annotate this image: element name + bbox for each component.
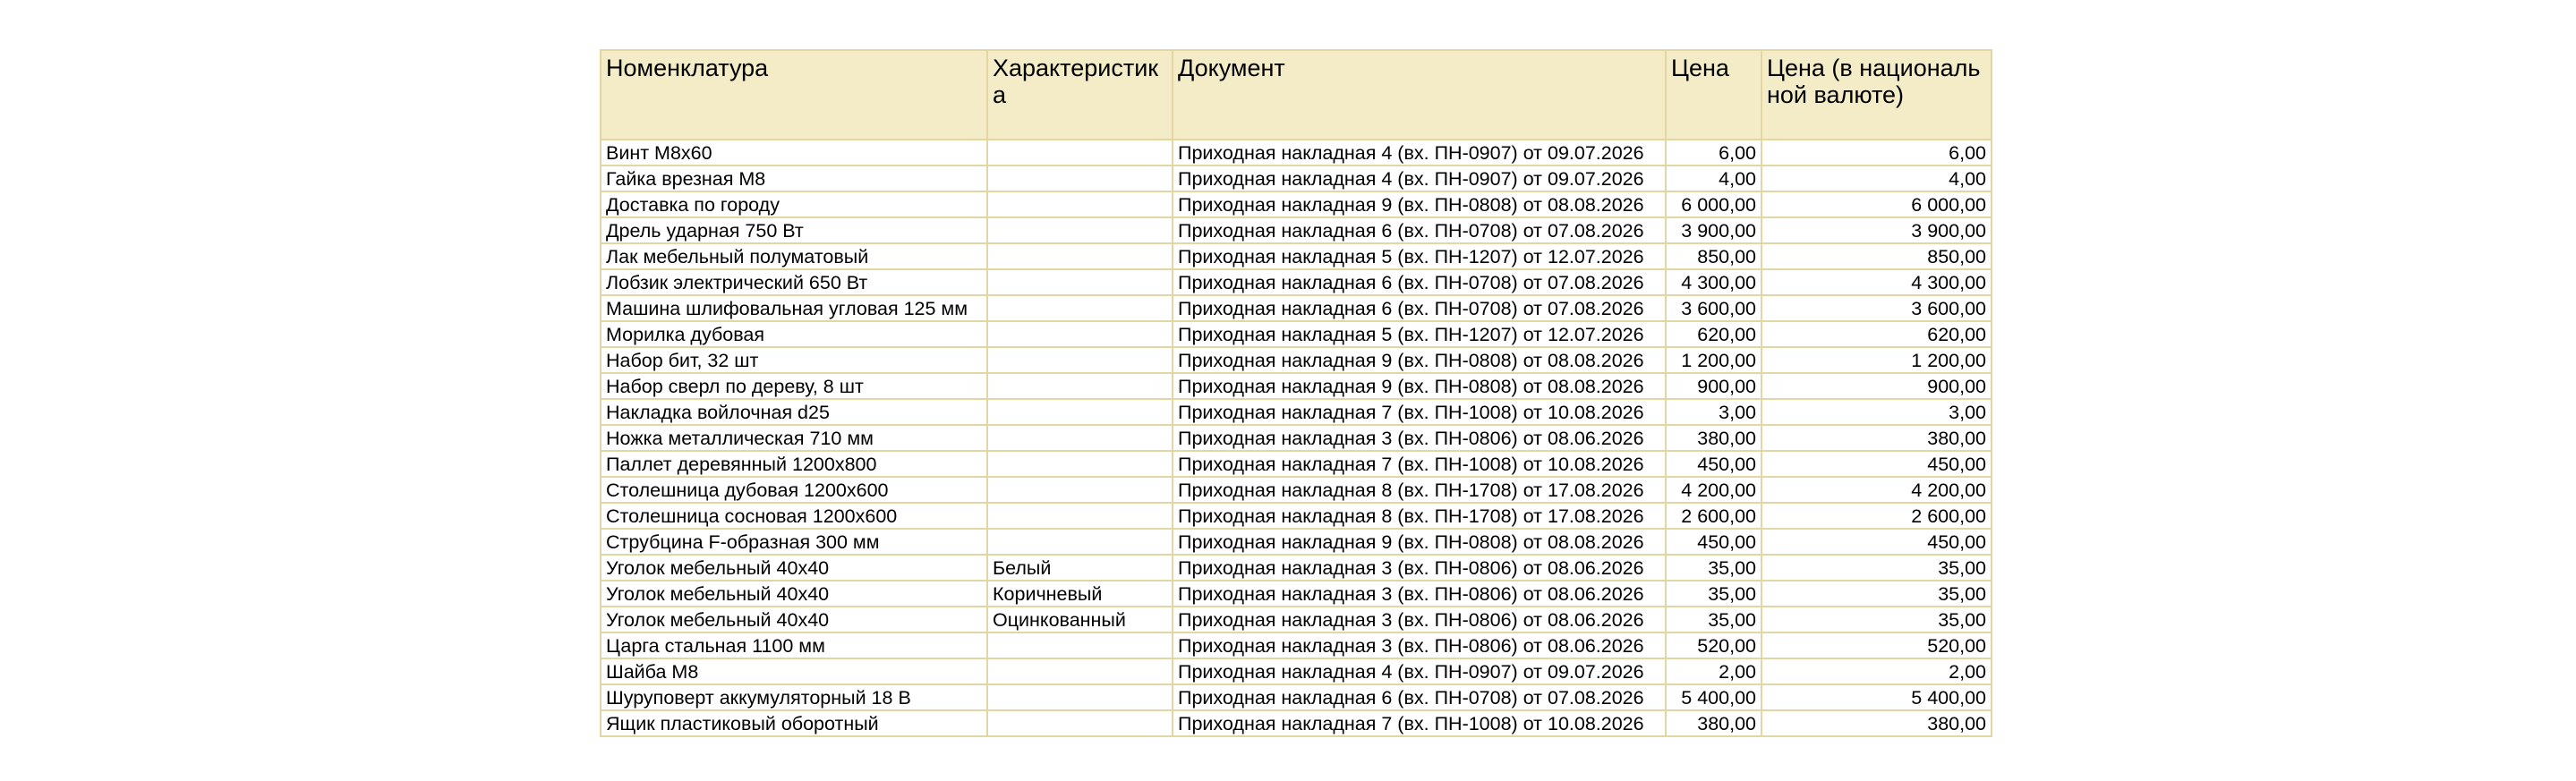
cell-price[interactable]: 4 200,00 bbox=[1666, 477, 1761, 503]
cell-price[interactable]: 3 600,00 bbox=[1666, 295, 1761, 321]
price-table bbox=[600, 49, 1992, 737]
cell-item[interactable]: Машина шлифовальная угловая 125 мм bbox=[601, 295, 987, 321]
table-row[interactable] bbox=[601, 684, 1992, 710]
table-row[interactable] bbox=[601, 373, 1992, 399]
cell-price-national[interactable]: 2,00 bbox=[1761, 658, 1992, 684]
cell-characteristic[interactable] bbox=[987, 140, 1173, 166]
cell-characteristic[interactable]: Коричневый bbox=[987, 581, 1173, 607]
table-row[interactable] bbox=[601, 710, 1992, 736]
cell-price[interactable]: 620,00 bbox=[1666, 321, 1761, 347]
table-row[interactable] bbox=[601, 321, 1992, 347]
cell-price[interactable]: 380,00 bbox=[1666, 425, 1761, 451]
cell-price[interactable]: 35,00 bbox=[1666, 555, 1761, 581]
cell-price[interactable]: 5 400,00 bbox=[1666, 684, 1761, 710]
cell-document[interactable]: Приходная накладная 9 (вх. ПН-0808) от 08.08.2026 bbox=[1173, 373, 1666, 399]
cell-item[interactable]: Струбцина F-образная 300 мм bbox=[601, 529, 987, 555]
table-row[interactable] bbox=[601, 451, 1992, 477]
cell-price-national[interactable]: 35,00 bbox=[1761, 555, 1992, 581]
cell-price-national[interactable]: 450,00 bbox=[1761, 451, 1992, 477]
cell-document[interactable]: Приходная накладная 7 (вх. ПН-1008) от 10.08.2026 bbox=[1173, 451, 1666, 477]
cell-characteristic[interactable] bbox=[987, 684, 1173, 710]
table-row[interactable] bbox=[601, 399, 1992, 425]
cell-price-national[interactable]: 900,00 bbox=[1761, 373, 1992, 399]
cell-document[interactable]: Приходная накладная 5 (вх. ПН-1207) от 12.07.2026 bbox=[1173, 321, 1666, 347]
cell-item[interactable]: Набор бит, 32 шт bbox=[601, 347, 987, 373]
cell-price-national[interactable]: 380,00 bbox=[1761, 710, 1992, 736]
cell-price-national[interactable]: 6,00 bbox=[1761, 140, 1992, 166]
cell-item[interactable]: Уголок мебельный 40х40 bbox=[601, 581, 987, 607]
cell-item[interactable]: Шайба М8 bbox=[601, 658, 987, 684]
cell-price[interactable]: 4 300,00 bbox=[1666, 269, 1761, 295]
cell-characteristic[interactable] bbox=[987, 503, 1173, 529]
cell-document[interactable]: Приходная накладная 4 (вх. ПН-0907) от 09.07.2026 bbox=[1173, 658, 1666, 684]
cell-price[interactable]: 3,00 bbox=[1666, 399, 1761, 425]
table-row[interactable] bbox=[601, 217, 1992, 243]
cell-characteristic[interactable] bbox=[987, 217, 1173, 243]
table-row[interactable] bbox=[601, 140, 1992, 166]
cell-document[interactable]: Приходная накладная 3 (вх. ПН-0806) от 08.06.2026 bbox=[1173, 425, 1666, 451]
cell-item[interactable]: Морилка дубовая bbox=[601, 321, 987, 347]
table-row[interactable] bbox=[601, 425, 1992, 451]
cell-price[interactable]: 900,00 bbox=[1666, 373, 1761, 399]
cell-price-national[interactable]: 4,00 bbox=[1761, 166, 1992, 191]
cell-price-national[interactable]: 4 300,00 bbox=[1761, 269, 1992, 295]
table-row[interactable] bbox=[601, 581, 1992, 607]
cell-characteristic[interactable] bbox=[987, 295, 1173, 321]
cell-document[interactable]: Приходная накладная 7 (вх. ПН-1008) от 10.08.2026 bbox=[1173, 399, 1666, 425]
cell-document[interactable]: Приходная накладная 5 (вх. ПН-1207) от 12.07.2026 bbox=[1173, 243, 1666, 269]
cell-price[interactable]: 4,00 bbox=[1666, 166, 1761, 191]
column-header-price-national[interactable]: Цена (в национальной валюте) bbox=[1761, 50, 1992, 140]
cell-characteristic[interactable] bbox=[987, 321, 1173, 347]
table-row[interactable] bbox=[601, 658, 1992, 684]
cell-price-national[interactable]: 4 200,00 bbox=[1761, 477, 1992, 503]
cell-price[interactable]: 2 600,00 bbox=[1666, 503, 1761, 529]
price-report bbox=[600, 49, 1991, 737]
cell-document[interactable]: Приходная накладная 4 (вх. ПН-0907) от 09.07.2026 bbox=[1173, 166, 1666, 191]
cell-characteristic[interactable]: Оцинкованный bbox=[987, 607, 1173, 632]
cell-price-national[interactable]: 450,00 bbox=[1761, 529, 1992, 555]
table-row[interactable] bbox=[601, 529, 1992, 555]
cell-characteristic[interactable] bbox=[987, 347, 1173, 373]
cell-price[interactable]: 1 200,00 bbox=[1666, 347, 1761, 373]
table-row[interactable] bbox=[601, 632, 1992, 658]
cell-document[interactable]: Приходная накладная 3 (вх. ПН-0806) от 08.06.2026 bbox=[1173, 607, 1666, 632]
cell-price-national[interactable]: 5 400,00 bbox=[1761, 684, 1992, 710]
cell-document[interactable]: Приходная накладная 9 (вх. ПН-0808) от 08.08.2026 bbox=[1173, 191, 1666, 217]
cell-price-national[interactable]: 3,00 bbox=[1761, 399, 1992, 425]
cell-characteristic[interactable] bbox=[987, 425, 1173, 451]
table-row[interactable] bbox=[601, 607, 1992, 632]
cell-price-national[interactable]: 35,00 bbox=[1761, 581, 1992, 607]
cell-price-national[interactable]: 3 900,00 bbox=[1761, 217, 1992, 243]
header-row bbox=[601, 50, 1992, 140]
cell-price[interactable]: 35,00 bbox=[1666, 607, 1761, 632]
column-header-characteristic[interactable]: Характеристика bbox=[987, 50, 1173, 140]
table-row[interactable] bbox=[601, 243, 1992, 269]
cell-price-national[interactable]: 380,00 bbox=[1761, 425, 1992, 451]
table-row[interactable] bbox=[601, 191, 1992, 217]
cell-document[interactable]: Приходная накладная 6 (вх. ПН-0708) от 07.08.2026 bbox=[1173, 295, 1666, 321]
table-body bbox=[601, 140, 1992, 736]
cell-price[interactable]: 520,00 bbox=[1666, 632, 1761, 658]
cell-item[interactable]: Уголок мебельный 40х40 bbox=[601, 607, 987, 632]
cell-document[interactable]: Приходная накладная 8 (вх. ПН-1708) от 17.08.2026 bbox=[1173, 503, 1666, 529]
cell-price-national[interactable]: 6 000,00 bbox=[1761, 191, 1992, 217]
cell-document[interactable]: Приходная накладная 9 (вх. ПН-0808) от 08.08.2026 bbox=[1173, 347, 1666, 373]
table-row[interactable] bbox=[601, 555, 1992, 581]
cell-item[interactable]: Доставка по городу bbox=[601, 191, 987, 217]
table-row[interactable] bbox=[601, 347, 1992, 373]
cell-characteristic[interactable] bbox=[987, 710, 1173, 736]
cell-document[interactable]: Приходная накладная 6 (вх. ПН-0708) от 07.08.2026 bbox=[1173, 217, 1666, 243]
cell-characteristic[interactable] bbox=[987, 269, 1173, 295]
cell-price-national[interactable]: 35,00 bbox=[1761, 607, 1992, 632]
cell-item[interactable]: Уголок мебельный 40х40 bbox=[601, 555, 987, 581]
cell-item[interactable]: Паллет деревянный 1200х800 bbox=[601, 451, 987, 477]
cell-characteristic[interactable] bbox=[987, 243, 1173, 269]
table-row[interactable] bbox=[601, 166, 1992, 191]
cell-item[interactable]: Столешница дубовая 1200х600 bbox=[601, 477, 987, 503]
cell-characteristic[interactable]: Белый bbox=[987, 555, 1173, 581]
table-row[interactable] bbox=[601, 503, 1992, 529]
cell-characteristic[interactable] bbox=[987, 373, 1173, 399]
cell-price[interactable]: 6 000,00 bbox=[1666, 191, 1761, 217]
table-row[interactable] bbox=[601, 477, 1992, 503]
cell-item[interactable]: Шуруповерт аккумуляторный 18 В bbox=[601, 684, 987, 710]
cell-item[interactable]: Набор сверл по дереву, 8 шт bbox=[601, 373, 987, 399]
cell-document[interactable]: Приходная накладная 6 (вх. ПН-0708) от 07.08.2026 bbox=[1173, 269, 1666, 295]
cell-item[interactable]: Ящик пластиковый оборотный bbox=[601, 710, 987, 736]
cell-characteristic[interactable] bbox=[987, 477, 1173, 503]
cell-characteristic[interactable] bbox=[987, 166, 1173, 191]
cell-price[interactable]: 450,00 bbox=[1666, 451, 1761, 477]
cell-document[interactable]: Приходная накладная 8 (вх. ПН-1708) от 17.08.2026 bbox=[1173, 477, 1666, 503]
column-header-document[interactable]: Документ bbox=[1173, 50, 1666, 140]
cell-price-national[interactable]: 620,00 bbox=[1761, 321, 1992, 347]
cell-price[interactable]: 3 900,00 bbox=[1666, 217, 1761, 243]
cell-document[interactable]: Приходная накладная 4 (вх. ПН-0907) от 09.07.2026 bbox=[1173, 140, 1666, 166]
cell-document[interactable]: Приходная накладная 6 (вх. ПН-0708) от 07.08.2026 bbox=[1173, 684, 1666, 710]
cell-document[interactable]: Приходная накладная 7 (вх. ПН-1008) от 10.08.2026 bbox=[1173, 710, 1666, 736]
cell-item[interactable]: Накладка войлочная d25 bbox=[601, 399, 987, 425]
cell-characteristic[interactable] bbox=[987, 632, 1173, 658]
cell-price-national[interactable]: 2 600,00 bbox=[1761, 503, 1992, 529]
table-row[interactable] bbox=[601, 295, 1992, 321]
cell-item[interactable]: Винт М8х60 bbox=[601, 140, 987, 166]
cell-item[interactable]: Столешница сосновая 1200х600 bbox=[601, 503, 987, 529]
cell-price[interactable]: 35,00 bbox=[1666, 581, 1761, 607]
cell-document[interactable]: Приходная накладная 3 (вх. ПН-0806) от 08.06.2026 bbox=[1173, 581, 1666, 607]
cell-price[interactable]: 450,00 bbox=[1666, 529, 1761, 555]
cell-item[interactable]: Лак мебельный полуматовый bbox=[601, 243, 987, 269]
cell-price[interactable]: 850,00 bbox=[1666, 243, 1761, 269]
cell-price-national[interactable]: 3 600,00 bbox=[1761, 295, 1992, 321]
cell-document[interactable]: Приходная накладная 3 (вх. ПН-0806) от 08.06.2026 bbox=[1173, 555, 1666, 581]
cell-price[interactable]: 6,00 bbox=[1666, 140, 1761, 166]
cell-item[interactable]: Царга стальная 1100 мм bbox=[601, 632, 987, 658]
table-row[interactable] bbox=[601, 269, 1992, 295]
cell-characteristic[interactable] bbox=[987, 399, 1173, 425]
cell-characteristic[interactable] bbox=[987, 191, 1173, 217]
cell-price-national[interactable]: 520,00 bbox=[1761, 632, 1992, 658]
column-header-price[interactable]: Цена bbox=[1666, 50, 1761, 140]
cell-document[interactable]: Приходная накладная 9 (вх. ПН-0808) от 08.08.2026 bbox=[1173, 529, 1666, 555]
cell-price[interactable]: 2,00 bbox=[1666, 658, 1761, 684]
cell-price-national[interactable]: 1 200,00 bbox=[1761, 347, 1992, 373]
cell-document[interactable]: Приходная накладная 3 (вх. ПН-0806) от 08.06.2026 bbox=[1173, 632, 1666, 658]
column-header-item[interactable]: Номенклатура bbox=[601, 50, 987, 140]
cell-item[interactable]: Лобзик электрический 650 Вт bbox=[601, 269, 987, 295]
cell-price-national[interactable]: 850,00 bbox=[1761, 243, 1992, 269]
cell-price[interactable]: 380,00 bbox=[1666, 710, 1761, 736]
cell-item[interactable]: Ножка металлическая 710 мм bbox=[601, 425, 987, 451]
cell-item[interactable]: Гайка врезная М8 bbox=[601, 166, 987, 191]
cell-characteristic[interactable] bbox=[987, 529, 1173, 555]
cell-characteristic[interactable] bbox=[987, 451, 1173, 477]
cell-item[interactable]: Дрель ударная 750 Вт bbox=[601, 217, 987, 243]
cell-characteristic[interactable] bbox=[987, 658, 1173, 684]
